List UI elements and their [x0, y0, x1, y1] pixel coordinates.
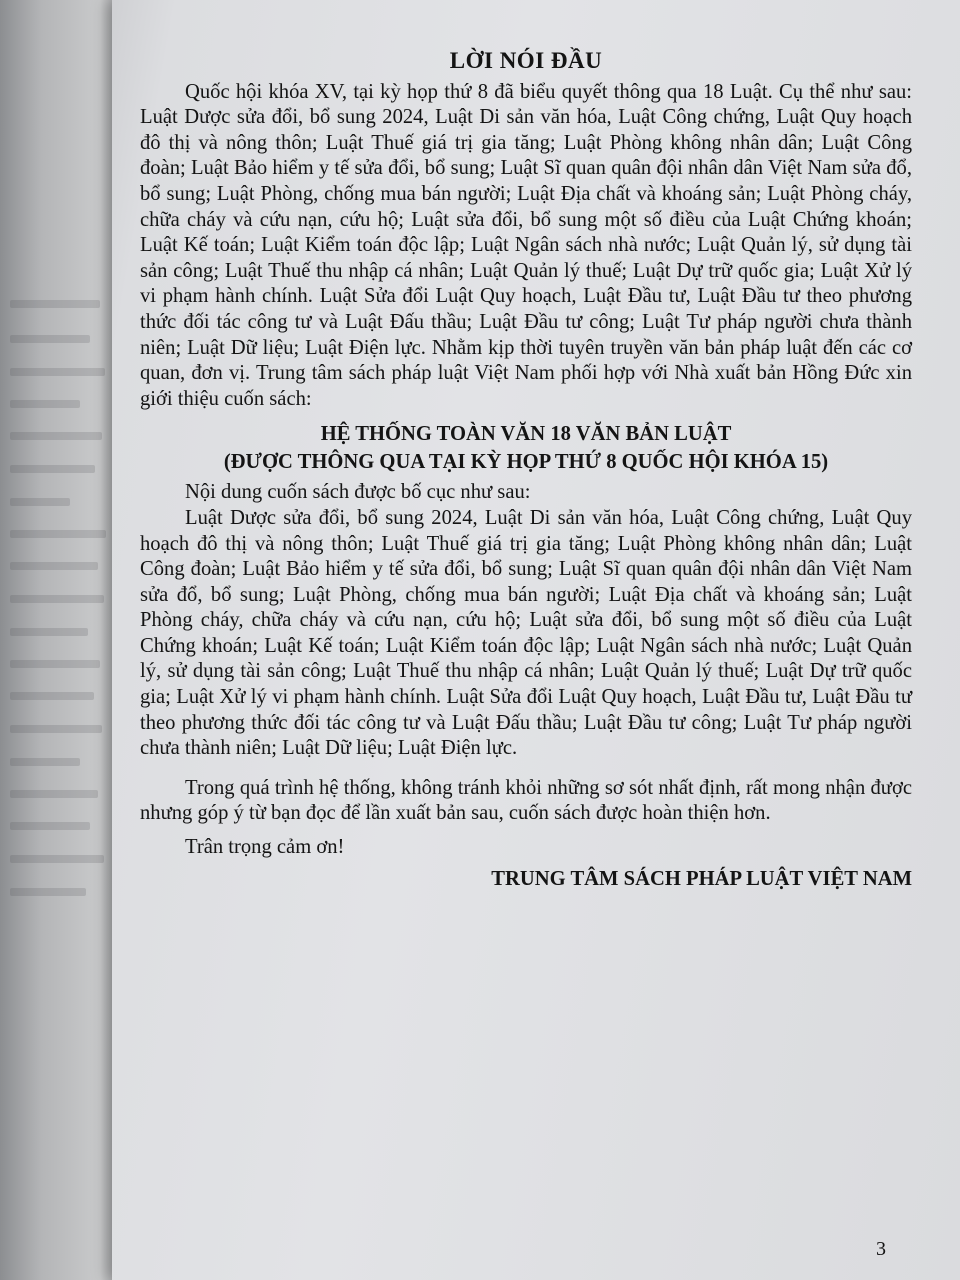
ghost-text-line [10, 432, 102, 440]
ghost-text-line [10, 530, 106, 538]
ghost-text-line [10, 300, 100, 308]
ghost-text-line [10, 725, 102, 733]
ghost-text-line [10, 660, 100, 668]
page-title: LỜI NÓI ĐẦU [449, 48, 603, 73]
ghost-text-line [10, 400, 80, 408]
ghost-text-line [10, 790, 98, 798]
book-title-line-2: (ĐƯỢC THÔNG QUA TẠI KỲ HỌP THỨ 8 QUỐC HỘI KHÓA 15) [223, 451, 829, 474]
thanks-line: Trân trọng cảm ơn! [185, 836, 345, 859]
book-title-line-1: HỆ THỐNG TOÀN VĂN 18 VĂN BẢN LUẬT [320, 423, 732, 446]
ghost-text-line [10, 822, 90, 830]
intro-paragraph: Quốc hội khóa XV, tại kỳ họp thứ 8 đã biểu quyết thông qua 18 Luật. Cụ thể như sau: Luật Dược sửa đổi, bổ sung 2024, Luật Di sản văn hóa, Luật Công chứng, Luật Quy hoạch đô thị và nông thôn; Luật Thuế giá trị gia tăng; Luật Phòng không nhân dân; Luật Công đoàn; Luật Bảo hiểm y tế sửa đổi, bổ sung; Luật Sĩ quan quân đội nhân dân Việt Nam sửa đổ, bổ sung; Luật Phòng, chống mua bán người; Luật Địa chất và khoáng sản; Luật Phòng cháy, chữa cháy và cứu nạn, cứu hộ; Luật sửa đổi, bổ sung một số điều của Luật Chứng khoán; Luật Kế toán; Luật Kiểm toán độc lập; Luật Ngân sách nhà nước; Luật Quản lý, sử dụng tài sản công; Luật Thuế thu nhập cá nhân; Luật Quản lý thuế; Luật Dự trữ quốc gia; Luật Xử lý vi phạm hành chính. Luật Sửa đổi Luật Quy hoạch, Luật Đầu tư, Luật Đầu tư theo phương thức đối tác công tư và Luật Đấu thầu; Luật Đầu tư công; Luật Tư pháp người chưa thành niên; Luật Dữ liệu; Luật Điện lực. Nhằm kịp thời tuyên truyền văn bản pháp luật đến các cơ quan, đơn vị. Trung tâm sách pháp luật Việt Nam phối hợp với Nhà xuất bản Hồng Đức xin giới thiệu cuốn sách: [140, 80, 912, 410]
ghost-text-line [10, 368, 105, 376]
contents-paragraph: Luật Dược sửa đổi, bổ sung 2024, Luật Di sản văn hóa, Luật Công chứng, Luật Quy hoạch đô thị và nông thôn; Luật Thuế giá trị gia tăng; Luật Phòng không nhân dân; Luật Công đoàn; Luật Bảo hiểm y tế sửa đổi, bổ sung; Luật Sĩ quan quân đội nhân dân Việt Nam sửa đổ, bổ sung; Luật Phòng, chống mua bán người; Luật Địa chất và khoáng sản; Luật Phòng cháy, chữa cháy và cứu nạn, cứu hộ; Luật sửa đổi, bổ sung một số điều của Luật Chứng khoán; Luật Kế toán; Luật Kiểm toán độc lập; Luật Ngân sách nhà nước; Luật Quản lý, sử dụng tài sản công; Luật Thuế thu nhập cá nhân; Luật Quản lý thuế; Luật Dự trữ quốc gia; Luật Xử lý vi phạm hành chính. Luật Sửa đổi Luật Quy hoạch, Luật Đầu tư, Luật Đầu tư theo phương thức đối tác công tư và Luật Đấu thầu; Luật Đầu tư công; Luật Tư pháp người chưa thành niên; Luật Dữ liệu; Luật Điện lực. [140, 506, 912, 760]
page-number: 3 [876, 1238, 886, 1260]
ghost-text-line [10, 595, 104, 603]
closing-paragraph: Trong quá trình hệ thống, không tránh khỏi những sơ sót nhất định, rất mong nhận được nhưng góp ý từ bạn đọc để lần xuất bản sau, cuốn sách được hoàn thiện hơn. [140, 776, 912, 825]
ghost-text-line [10, 758, 80, 766]
page-content [140, 48, 912, 892]
book-title [140, 420, 912, 476]
ghost-text-line [10, 855, 104, 863]
ghost-text-line [10, 562, 98, 570]
ghost-text-line [10, 335, 90, 343]
ghost-text-line [10, 692, 94, 700]
ghost-text-line [10, 628, 88, 636]
adjacent-page-edge [0, 0, 118, 1280]
layout-intro: Nội dung cuốn sách được bố cục như sau: [185, 481, 531, 504]
ghost-text-line [10, 888, 86, 896]
ghost-text-line [10, 465, 95, 473]
signature: TRUNG TÂM SÁCH PHÁP LUẬT VIỆT NAM [491, 867, 912, 890]
book-page [112, 0, 960, 1280]
ghost-text-line [10, 498, 70, 506]
